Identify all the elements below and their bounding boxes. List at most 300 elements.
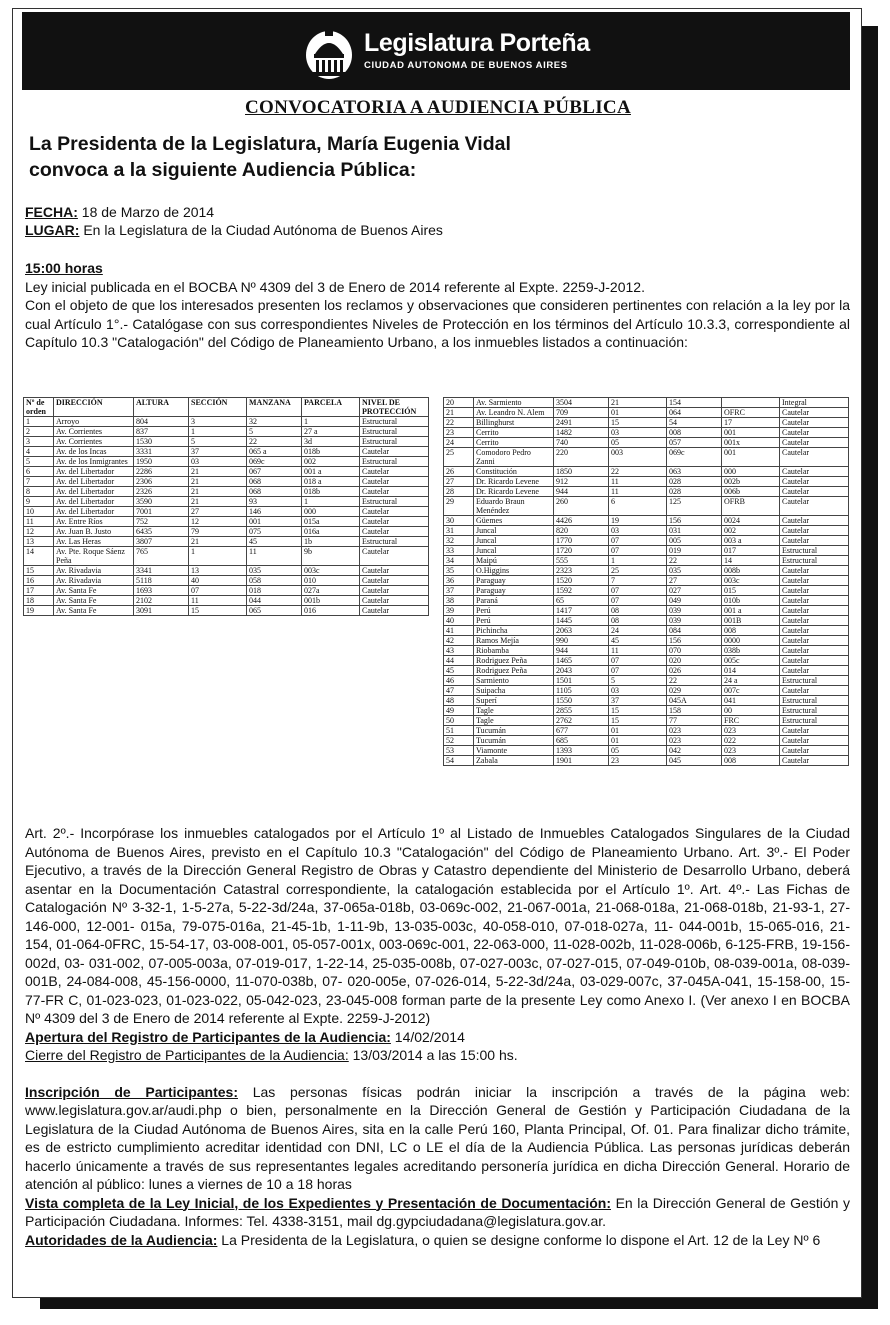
table-cell: 1 (302, 417, 360, 427)
table-cell: Güemes (474, 516, 554, 526)
table-cell: Comodoro Pedro Zanni (474, 448, 554, 467)
table-cell: 54 (667, 418, 722, 428)
table-cell: Av. de los Incas (54, 447, 134, 457)
table-cell: 19 (609, 516, 667, 526)
autoridades-text: La Presidenta de la Legislatura, o quien se designe conforme lo dispone el Art. 12 de la Ley Nº 6 (217, 1231, 821, 1248)
vista-text: En la Dirección General de Gestión y Participación Ciudadana. Informes: Tel. 4338-3151, mail dg.gypciudadana@legislatura.gov.ar. (25, 1194, 850, 1229)
table-cell: 1445 (554, 616, 609, 626)
table-row (24, 537, 429, 547)
intro-line-1: La Presidenta de la Legislatura, María Eugenia Vidal (29, 133, 511, 155)
table-cell: Dr. Ricardo Levene (474, 487, 554, 497)
table-row (444, 656, 849, 666)
table-cell: 1482 (554, 428, 609, 438)
table-cell: 22 (247, 437, 302, 447)
cierre-value: 13/03/2014 a las 15:00 hs. (348, 1047, 518, 1063)
table-cell: Av. Corrientes (54, 427, 134, 437)
table-cell: 1465 (554, 656, 609, 666)
table-cell: 008 (722, 626, 780, 636)
table-row (24, 487, 429, 497)
table-cell: Av. Santa Fe (54, 606, 134, 616)
table-cell: 005 (667, 536, 722, 546)
table-cell: Paraná (474, 596, 554, 606)
table-cell: 044 (247, 596, 302, 606)
table-cell: 8 (24, 487, 54, 497)
table-cell: 1393 (554, 746, 609, 756)
table-cell: 067 (247, 467, 302, 477)
table-cell: 54 (444, 756, 474, 766)
table-cell: 023 (667, 726, 722, 736)
table-cell: 3590 (134, 497, 189, 507)
table-cell: Av. Rivadavia (54, 576, 134, 586)
table-cell: 16 (24, 576, 54, 586)
table-cell: 765 (134, 547, 189, 566)
table-cell: 912 (554, 477, 609, 487)
table-header-cell: NIVEL DE PROTECCIÓN (360, 398, 429, 417)
table-cell: 015a (302, 517, 360, 527)
table-cell: 002b (722, 477, 780, 487)
table-header-cell: Nº de orden (24, 398, 54, 417)
table-row (24, 507, 429, 517)
table-cell: 065 (247, 606, 302, 616)
table-cell: 27 (189, 507, 247, 517)
table-cell: 07 (609, 656, 667, 666)
table-cell: Juncal (474, 536, 554, 546)
table-cell: 50 (444, 716, 474, 726)
table-cell: Cautelar (780, 586, 849, 596)
table-cell: 34 (444, 556, 474, 566)
table-cell: 1 (24, 417, 54, 427)
table-cell: Cautelar (780, 477, 849, 487)
table-cell: 03 (609, 686, 667, 696)
table-cell: 01 (609, 736, 667, 746)
table-cell: Tucumán (474, 736, 554, 746)
table-cell: Cautelar (360, 507, 429, 517)
date-place-block (25, 203, 443, 239)
table-cell: 045A (667, 696, 722, 706)
table-cell: 709 (554, 408, 609, 418)
table-row (444, 646, 849, 656)
table-cell: 016 (302, 606, 360, 616)
table-cell: 6 (609, 497, 667, 516)
table-cell: FRC (722, 716, 780, 726)
table-cell: 1770 (554, 536, 609, 546)
table-cell: 022 (722, 736, 780, 746)
table-row (444, 526, 849, 536)
table-cell: 51 (444, 726, 474, 736)
table-cell: Estructural (360, 497, 429, 507)
table-cell: Riobamba (474, 646, 554, 656)
cierre-label: Cierre del Registro de Participantes de la Audiencia: (25, 1047, 349, 1063)
table-cell: 2102 (134, 596, 189, 606)
table-cell: 035 (247, 566, 302, 576)
table-cell: Eduardo Braun Menéndez (474, 497, 554, 516)
table-cell: 005c (722, 656, 780, 666)
table-cell: 752 (134, 517, 189, 527)
table-cell: 13 (189, 566, 247, 576)
table-cell: 063 (667, 467, 722, 477)
table-cell: Cautelar (780, 536, 849, 546)
session-block (25, 259, 850, 352)
table-header-cell: PARCELA (302, 398, 360, 417)
table-cell: Cautelar (780, 596, 849, 606)
table-cell: 2306 (134, 477, 189, 487)
table-cell: 25 (444, 448, 474, 467)
table-cell: Cerrito (474, 428, 554, 438)
table-cell: 45 (247, 537, 302, 547)
table-row (24, 566, 429, 576)
table-cell: 1592 (554, 586, 609, 596)
table-cell: 15 (24, 566, 54, 576)
table-cell: 003 a (722, 536, 780, 546)
table-cell: 154 (667, 398, 722, 408)
table-cell: 065 a (247, 447, 302, 457)
table-cell: 023 (722, 746, 780, 756)
table-row (24, 586, 429, 596)
table-row (444, 546, 849, 556)
table-row (444, 487, 849, 497)
table-cell: 9b (302, 547, 360, 566)
table-cell: 2323 (554, 566, 609, 576)
table-cell: 1105 (554, 686, 609, 696)
table-cell: Cautelar (780, 656, 849, 666)
table-row (24, 417, 429, 427)
table-cell: 35 (444, 566, 474, 576)
articles-paragraph: Art. 2º.- Incorpórase los inmuebles catalogados por el Artículo 1º al Listado de Inmuebles Catalogados Singulares de la Ciudad Autónoma de Buenos Aires, previsto en el Capítulo 10.3 "Catalogación" del Código de Planeamiento Urbano. Art. 3º.- El Poder Ejecutivo, a través de la Dirección General Registro de Obras y Catastro dependiente del Ministerio de Desarrollo Urbano, deberá asentar en la Documentación Catastral correspondiente, la catalogación establecida por el Artículo 1º. Art. 4º.- Las Fichas de Catalogación Nº 3-32-1, 1-5-27a, 5-22-3d/24a, 37-065a-018b, 03-069c-002, 21-067-001a, 21-068-018a, 21-068-018b, 21-93-1, 27-146-000, 12-001- 015a, 79-075-016a, 21-45-1b, 1-11-9b, 13-035-003c, 40-058-010, 07-018-027a, 11- 044-001b, 15-065-016, 21-154, 01-064-0FRC, 15-54-17, 03-008-001, 05-057-001x, 003-069c-001, 22-063-000, 11-028-002b, 11-028-006b, 6-125-FRB, 19-156-002d, 03- 031-002, 07-005-003a, 07-019-017, 1-22-14, 25-035-008b, 07-027-003c, 07-027-015, 07-049-010b, 08-039-001a, 08-039-001B, 24-084-008, 45-156-0000, 11-070-038b, 07- 020-005e, 07-026-014, 5-22-3d/24a, 03-029-007c, 37-045A-041, 15-158-00, 15-77-FR C, 01-023-023, 01-023-022, 05-042-023, 23-045-008 forman parte de la presente Ley como Anexo I. (Ver anexo I en BOCBA Nº 4309 del 3 de Enero de 2014 referente al Expte. 2259-J-2012) (25, 825, 850, 1026)
table-header-cell: SECCIÓN (189, 398, 247, 417)
table-cell: 42 (444, 636, 474, 646)
table-cell: Estructural (780, 696, 849, 706)
table-cell: Viamonte (474, 746, 554, 756)
table-cell: 39 (444, 606, 474, 616)
table-cell: 1 (609, 556, 667, 566)
table-cell: Cautelar (780, 636, 849, 646)
table-cell: 804 (134, 417, 189, 427)
table-cell: 21 (444, 408, 474, 418)
table-row (24, 497, 429, 507)
table-cell: Estructural (360, 417, 429, 427)
table-cell: Cautelar (780, 756, 849, 766)
table-cell: 001 (722, 448, 780, 467)
table-cell: OFRC (722, 408, 780, 418)
table-row (444, 448, 849, 467)
table-cell: 039 (667, 606, 722, 616)
table-cell: Estructural (780, 556, 849, 566)
table-row (444, 606, 849, 616)
table-row (444, 536, 849, 546)
table-cell: 41 (444, 626, 474, 636)
table-cell: 002 (722, 526, 780, 536)
table-cell: 11 (609, 487, 667, 497)
vista-paragraph (25, 1194, 850, 1231)
inscripcion-text: Las personas físicas podrán iniciar la inscripción a través de la página web: www.legislatura.gov.ar/audi.php o bien, personalmente en la Dirección General de Gestión y Participación Ciudadana de la Legislatura de la Ciudad Autónoma de Buenos Aires, sita en la calle Perú 160, Planta Principal, Of. 01. Para finalizar dicho trámite, es de estricto cumplimiento acreditar identidad con DNI, LC o LE el día de la Audiencia Pública. Las personas jurídicas deberán hacerlo únicamente a través de sus representantes legales acreditando personería jurídica en dicha Dirección General. Horario de atención al público: lunes a viernes de 10 a 18 horas (25, 1083, 851, 1192)
table-cell: 32 (444, 536, 474, 546)
table-cell: 084 (667, 626, 722, 636)
table-cell: 1 (302, 497, 360, 507)
table-cell: 24 (609, 626, 667, 636)
table-cell: 008b (722, 566, 780, 576)
table-cell: 069c (247, 457, 302, 467)
hora-label: 15:00 horas (25, 260, 103, 276)
table-cell: 010b (722, 596, 780, 606)
table-cell: 48 (444, 696, 474, 706)
table-cell: 49 (444, 706, 474, 716)
catalog-table-right (443, 397, 849, 766)
hora-paragraph-2: Con el objeto de que los interesados presenten los reclamos y observaciones que consideren pertinentes con relación a la ley por la cual Artículo 1°.- Catalógase con sus correspondientes Niveles de Protección en los términos del Artículo 10.3.3, correspondiente al Capítulo 10.3 "Catalogación" del Código de Planeamiento Urbano, a los inmuebles listados a continuación: (25, 297, 850, 350)
table-cell: 008 (722, 756, 780, 766)
table-cell: 1 (189, 547, 247, 566)
table-cell: 26 (444, 467, 474, 477)
table-cell: Arroyo (54, 417, 134, 427)
announcement-page (12, 8, 862, 1298)
table-cell: 07 (609, 596, 667, 606)
table-cell: 37 (189, 447, 247, 457)
table-cell: 5 (609, 676, 667, 686)
table-cell: 47 (444, 686, 474, 696)
table-header-row (24, 398, 429, 417)
table-cell: 22 (667, 676, 722, 686)
table-cell: Cautelar (780, 516, 849, 526)
table-cell: 03 (189, 457, 247, 467)
table-row (444, 576, 849, 586)
table-cell: Superí (474, 696, 554, 706)
table-row (24, 606, 429, 616)
table-cell: 944 (554, 487, 609, 497)
table-cell: 075 (247, 527, 302, 537)
table-cell: 45 (609, 636, 667, 646)
table-cell: 37 (444, 586, 474, 596)
table-cell: Av. del Libertador (54, 497, 134, 507)
table-row (24, 437, 429, 447)
table-cell: 46 (444, 676, 474, 686)
table-cell: 20 (444, 398, 474, 408)
table-cell: Cautelar (360, 547, 429, 566)
table-cell: 40 (444, 616, 474, 626)
table-cell: 3d (302, 437, 360, 447)
table-cell: Integral (780, 398, 849, 408)
table-cell: 4 (24, 447, 54, 457)
table-row (24, 427, 429, 437)
table-row (444, 497, 849, 516)
table-cell: Cautelar (780, 746, 849, 756)
table-cell: Cautelar (360, 576, 429, 586)
table-cell: 023 (722, 726, 780, 736)
table-cell: Cerrito (474, 438, 554, 448)
table-row (444, 716, 849, 726)
table-cell: Estructural (360, 427, 429, 437)
table-cell: 21 (189, 537, 247, 547)
table-cell: Cautelar (780, 576, 849, 586)
table-cell: 19 (24, 606, 54, 616)
table-cell: 1550 (554, 696, 609, 706)
table-cell: 031 (667, 526, 722, 536)
table-cell: Perú (474, 606, 554, 616)
table-cell: Tucumán (474, 726, 554, 736)
table-cell: 156 (667, 636, 722, 646)
table-cell: 1901 (554, 756, 609, 766)
table-cell: 038b (722, 646, 780, 656)
table-cell: 001B (722, 616, 780, 626)
table-cell: 6 (24, 467, 54, 477)
table-cell: Cautelar (780, 438, 849, 448)
table-row (444, 616, 849, 626)
table-row (444, 418, 849, 428)
table-cell: 24 a (722, 676, 780, 686)
inscripcion-label: Inscripción de Participantes: (25, 1083, 238, 1100)
table-cell: 1693 (134, 586, 189, 596)
vista-label: Vista completa de la Ley Inicial, de los Expedientes y Presentación de Documentación: (25, 1194, 611, 1211)
table-cell: 27 (667, 576, 722, 586)
table-row (24, 447, 429, 457)
table-cell: 019 (667, 546, 722, 556)
table-cell: Cautelar (360, 566, 429, 576)
table-cell: 008 (667, 428, 722, 438)
table-row (24, 576, 429, 586)
table-cell: Estructural (780, 546, 849, 556)
table-cell: 028 (667, 487, 722, 497)
table-cell: 6435 (134, 527, 189, 537)
autoridades-paragraph (25, 1231, 850, 1250)
table-row (444, 428, 849, 438)
table-cell: Cautelar (360, 477, 429, 487)
table-cell: Dr. Ricardo Levene (474, 477, 554, 487)
table-cell: 990 (554, 636, 609, 646)
table-cell: Av. Juan B. Justo (54, 527, 134, 537)
legislature-dome-icon (305, 22, 353, 80)
table-cell: 3331 (134, 447, 189, 457)
table-cell: 00 (722, 706, 780, 716)
table-cell: Cautelar (780, 726, 849, 736)
table-cell: O.Higgins (474, 566, 554, 576)
table-cell: 3341 (134, 566, 189, 576)
table-row (444, 736, 849, 746)
table-cell: 2063 (554, 626, 609, 636)
table-cell: 22 (609, 467, 667, 477)
table-cell: Estructural (780, 706, 849, 716)
table-cell: 38 (444, 596, 474, 606)
table-cell: 11 (609, 477, 667, 487)
table-cell: 03 (609, 526, 667, 536)
table-cell: 12 (189, 517, 247, 527)
table-cell: 2762 (554, 716, 609, 726)
table-cell: 17 (24, 586, 54, 596)
table-cell: 13 (24, 537, 54, 547)
table-row (444, 636, 849, 646)
table-cell: 40 (189, 576, 247, 586)
table-cell: 058 (247, 576, 302, 586)
table-cell: 007c (722, 686, 780, 696)
table-cell: Av. del Libertador (54, 487, 134, 497)
lugar-value: En la Legislatura de la Ciudad Autónoma de Buenos Aires (79, 222, 443, 238)
table-cell: 000 (302, 507, 360, 517)
table-cell: 5 (189, 437, 247, 447)
table-cell: 23 (609, 756, 667, 766)
table-cell: 43 (444, 646, 474, 656)
table-cell: 020 (667, 656, 722, 666)
apertura-label: Apertura del Registro de Participantes de la Audiencia: (25, 1028, 391, 1045)
table-cell: 1417 (554, 606, 609, 616)
table-cell: 260 (554, 497, 609, 516)
table-cell: 15 (609, 706, 667, 716)
table-cell: 77 (667, 716, 722, 726)
table-cell: 65 (554, 596, 609, 606)
table-row (444, 756, 849, 766)
table-cell: 07 (609, 586, 667, 596)
table-cell: 017 (722, 546, 780, 556)
table-cell: 944 (554, 646, 609, 656)
table-cell: 018b (302, 447, 360, 457)
table-cell: 068 (247, 477, 302, 487)
table-cell: 018 (247, 586, 302, 596)
intro-heading (29, 131, 629, 183)
table-cell: Cautelar (780, 616, 849, 626)
table-cell: 1 (189, 427, 247, 437)
table-cell: Av. Pte. Roque Sáenz Peña (54, 547, 134, 566)
table-cell: 01 (609, 726, 667, 736)
table-cell: 37 (609, 696, 667, 706)
table-cell: Cautelar (780, 418, 849, 428)
table-cell: 08 (609, 606, 667, 616)
table-row (444, 696, 849, 706)
table-cell: Estructural (360, 457, 429, 467)
table-cell: 0024 (722, 516, 780, 526)
table-cell: 003c (722, 576, 780, 586)
cierre-line (25, 1046, 850, 1065)
table-cell: 5 (24, 457, 54, 467)
table-cell: 1b (302, 537, 360, 547)
table-cell: 31 (444, 526, 474, 536)
table-row (24, 477, 429, 487)
table-cell: Cautelar (780, 666, 849, 676)
table-cell: 029 (667, 686, 722, 696)
table-header-cell: MANZANA (247, 398, 302, 417)
table-row (24, 517, 429, 527)
table-cell: Av. del Libertador (54, 507, 134, 517)
table-cell: Estructural (360, 537, 429, 547)
table-cell: Cautelar (780, 646, 849, 656)
table-cell: 03 (609, 428, 667, 438)
table-cell: 36 (444, 576, 474, 586)
table-cell: Av. Leandro N. Alem (474, 408, 554, 418)
table-cell: 002 (302, 457, 360, 467)
table-cell: Cautelar (360, 517, 429, 527)
table-cell: 07 (189, 586, 247, 596)
table-cell: 001 (722, 428, 780, 438)
table-cell: Av. de los Inmigrantes (54, 457, 134, 467)
table-cell: 15 (189, 606, 247, 616)
table-cell: 685 (554, 736, 609, 746)
table-cell: 2043 (554, 666, 609, 676)
table-cell: 22 (667, 556, 722, 566)
table-cell: 2286 (134, 467, 189, 477)
table-cell: 014 (722, 666, 780, 676)
table-row (444, 586, 849, 596)
spacer (25, 1065, 850, 1083)
table-cell: 29 (444, 497, 474, 516)
table-row (444, 706, 849, 716)
table-cell: 79 (189, 527, 247, 537)
table-cell: 15 (609, 716, 667, 726)
table-cell: Cautelar (780, 606, 849, 616)
brand (364, 29, 590, 71)
table-cell: 01 (609, 408, 667, 418)
table-cell: 32 (247, 417, 302, 427)
table-cell: Cautelar (360, 447, 429, 457)
table-cell: 25 (609, 566, 667, 576)
table-row (444, 477, 849, 487)
table-row (444, 566, 849, 576)
table-cell: 018b (302, 487, 360, 497)
table-cell: 026 (667, 666, 722, 676)
